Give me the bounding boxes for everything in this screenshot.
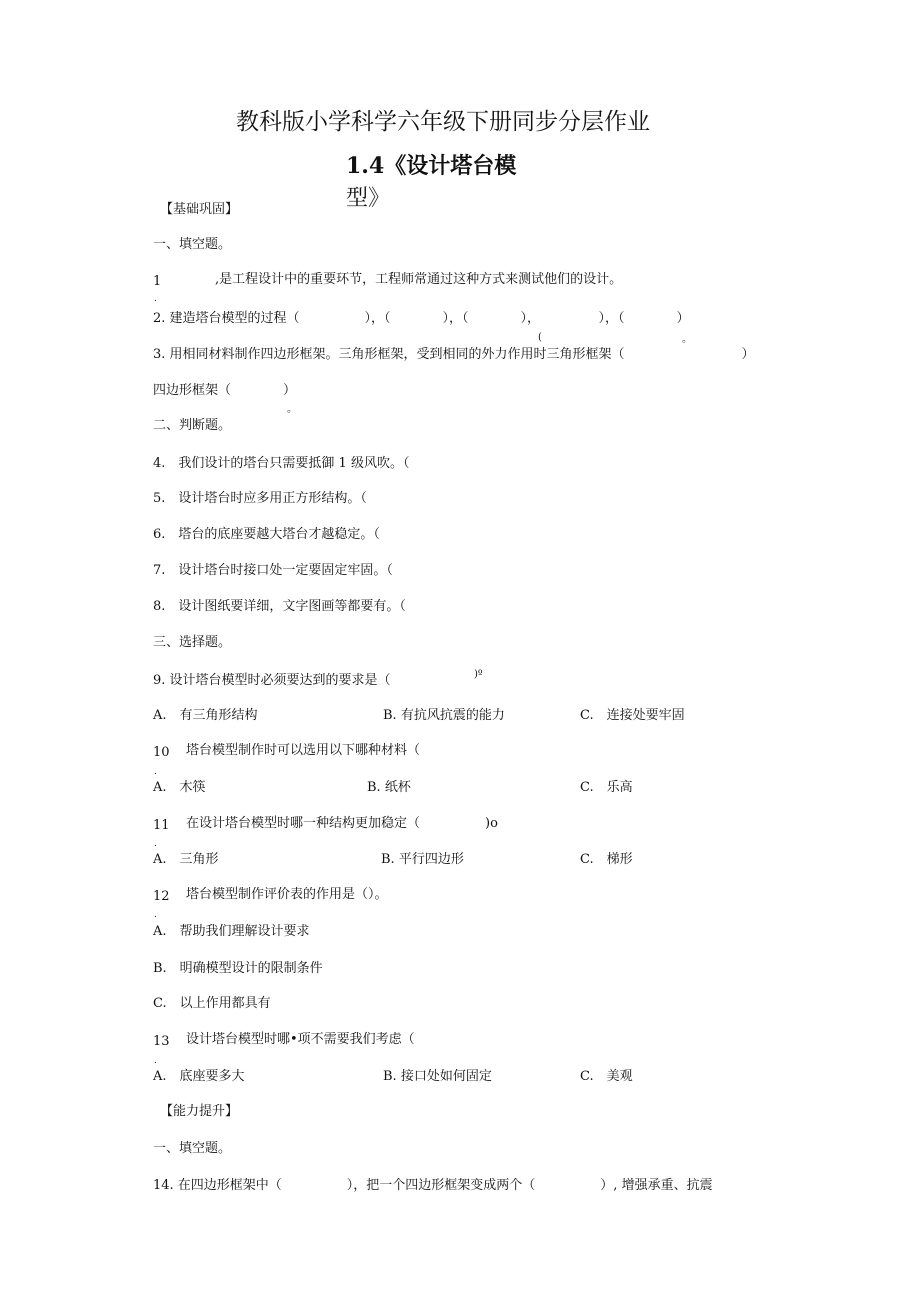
question-11-option-c: C. 梯形 xyxy=(580,852,633,867)
question-9-option-c: C. 连接处要牢固 xyxy=(580,708,685,723)
question-2-text: 2. 建造塔台模型的过程（ ），（ ），（ ）， ），（ ） xyxy=(153,311,690,326)
question-13-option-c: C. 美观 xyxy=(580,1069,633,1084)
question-3-mark: 。 xyxy=(287,404,297,415)
question-9-option-a: A. 有三角形结构 xyxy=(153,708,258,723)
question-12-option-a: A. 帮助我们理解设计要求 xyxy=(153,924,310,939)
question-14: 14. 在四边形框架中（ ），把一个四边形框架变成两个（ ）, 增强承重、抗震 xyxy=(153,1178,713,1193)
question-12-option-c: C. 以上作用都具有 xyxy=(153,996,271,1011)
question-10-text: 塔台模型制作时可以选用以下哪种材料（ xyxy=(186,743,421,758)
question-2-mark-b: 。 xyxy=(682,334,692,345)
lesson-title-line1: 1.4《设计塔台模 xyxy=(346,153,517,179)
question-12-number: 12 xyxy=(153,889,170,904)
question-11-text: 在设计塔台模型时哪一种结构更加稳定（ )o xyxy=(186,816,498,831)
choice-heading: 三、选择题。 xyxy=(153,635,232,650)
question-10-option-a: A. 木筷 xyxy=(153,780,206,795)
question-3-continuation: 四边形框架（ ） xyxy=(153,383,297,398)
question-5: 5. 设计塔台时应多用正方形结构。（ xyxy=(153,491,367,506)
question-13-text: 设计塔台模型时哪•项不需要我们考虑（ xyxy=(186,1032,415,1047)
question-1-number: 1 xyxy=(153,274,162,289)
question-13-mark: . xyxy=(154,1056,157,1066)
question-13-option-b: B. 接口处如何固定 xyxy=(383,1069,492,1084)
question-9-mark: )º xyxy=(474,669,483,680)
question-2-mark-a: ( xyxy=(538,332,542,343)
question-12-text: 塔台模型制作评价表的作用是（）。 xyxy=(186,887,388,902)
question-11-option-b: B. 平行四边形 xyxy=(381,852,464,867)
question-9-option-b: B. 有抗风抗震的能力 xyxy=(383,708,505,723)
question-11-mark: . xyxy=(154,839,157,849)
judge-heading: 二、判断题。 xyxy=(153,418,232,433)
question-4: 4. 我们设计的塔台只需要抵御 1 级风吹。（ xyxy=(153,456,410,471)
question-12-mark: . xyxy=(154,910,157,920)
question-10-option-b: B. 纸杯 xyxy=(367,780,411,795)
question-10-number: 10 xyxy=(153,745,170,760)
question-3-text: 3. 用相同材料制作四边形框架。三角形框架，受到相同的外力作用时三角形框架（ ） xyxy=(153,347,755,362)
question-6: 6. 塔台的底座要越大塔台才越稳定。（ xyxy=(153,527,380,542)
question-12-option-b: B. 明确模型设计的限制条件 xyxy=(153,961,323,976)
question-10-mark: . xyxy=(154,767,157,777)
lesson-title-line2: 型》 xyxy=(346,186,391,211)
question-11-option-a: A. 三角形 xyxy=(153,852,219,867)
question-13-option-a: A. 底座要多大 xyxy=(153,1069,245,1084)
advanced-fill-heading: 一、填空题。 xyxy=(153,1141,232,1156)
fill-blank-heading: 一、填空题。 xyxy=(153,237,232,252)
question-11-number: 11 xyxy=(153,818,170,833)
question-9: 9. 设计塔台模型时必须要达到的要求是（ xyxy=(153,673,391,688)
section-basic-heading: 【基础巩固】 xyxy=(160,202,239,217)
section-advanced-heading: 【能力提升】 xyxy=(160,1104,239,1119)
page-title: 教科版小学科学六年级下册同步分层作业 xyxy=(236,109,650,135)
question-7: 7. 设计塔台时接口处一定要固定牢固。（ xyxy=(153,563,393,578)
question-1-text: ,是工程设计中的重要环节，工程师常通过这种方式来测试他们的设计。 xyxy=(215,272,623,287)
question-10-option-c: C. 乐高 xyxy=(580,780,633,795)
question-8: 8. 设计图纸要详细，文字图画等都要有。（ xyxy=(153,599,406,614)
question-1-mark: . xyxy=(154,294,157,304)
question-13-number: 13 xyxy=(153,1034,170,1049)
